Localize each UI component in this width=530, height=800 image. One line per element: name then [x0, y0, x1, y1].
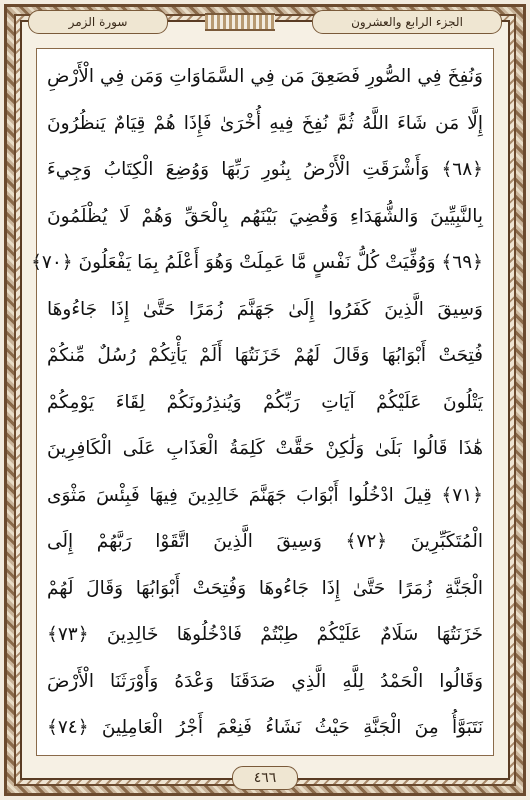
text-line: خَزَنَتُهَا سَلَامٌ عَلَيْكُمْ طِبْتُمْ فَادْخُلُوهَا خَالِدِينَ ﴿٧٣﴾	[47, 624, 483, 645]
text-line: الْمُتَكَبِّرِينَ ﴿٧٢﴾ وَسِيقَ الَّذِينَ اتَّقَوْا رَبَّهُمْ إِلَى	[47, 531, 484, 552]
text-line: يَتْلُونَ عَلَيْكُمْ آيَاتِ رَبِّكُمْ وَيُنذِرُونَكُمْ لِقَاءَ يَوْمِكُمْ	[47, 391, 483, 413]
page-footer	[0, 766, 530, 790]
text-line: إِلَّا مَن شَاءَ اللَّهُ ثُمَّ نُفِخَ فِيهِ أُخْرَىٰ فَإِذَا هُمْ قِيَامٌ يَنظُرُونَ	[47, 112, 483, 134]
page-number: ٤٦٦	[232, 766, 298, 790]
page-header	[28, 8, 502, 36]
juz-name-banner: الجزء الرابع والعشرون	[312, 10, 502, 34]
text-line: ﴿٦٨﴾ وَأَشْرَقَتِ الْأَرْضُ بِنُورِ رَبِّهَا وَوُضِعَ الْكِتَابُ وَجِيءَ	[47, 159, 483, 180]
text-line: هَٰذَا قَالُوا بَلَىٰ وَلَٰكِنْ حَقَّتْ كَلِمَةُ الْعَذَابِ عَلَى الْكَافِرِينَ	[47, 438, 483, 459]
text-line: وَقَالُوا الْحَمْدُ لِلَّهِ الَّذِي صَدَقَنَا وَعْدَهُ وَأَوْرَثَنَا الْأَرْضَ	[47, 670, 483, 692]
text-line: الْجَنَّةِ زُمَرًا حَتَّىٰ إِذَا جَاءُوهَا وَفُتِحَتْ أَبْوَابُهَا وَقَالَ لَهُمْ	[47, 577, 483, 599]
text-panel	[31, 48, 494, 756]
surah-name-banner: سورة الزمر	[28, 10, 168, 34]
text-line: ﴿٧١﴾ قِيلَ ادْخُلُوا أَبْوَابَ جَهَنَّمَ خَالِدِينَ فِيهَا فَبِئْسَ مَثْوَى	[47, 484, 483, 506]
text-line: بِالنَّبِيِّينَ وَالشُّهَدَاءِ وَقُضِيَ بَيْنَهُم بِالْحَقِّ وَهُمْ لَا يُظْلَمُونَ	[47, 205, 483, 227]
text-line: وَنُفِخَ فِي الصُّورِ فَصَعِقَ مَن فِي السَّمَاوَاتِ وَمَن فِي الْأَرْضِ	[47, 66, 483, 87]
header-ornament	[205, 13, 275, 31]
text-line: وَسِيقَ الَّذِينَ كَفَرُوا إِلَىٰ جَهَنَّمَ زُمَرًا حَتَّىٰ إِذَا جَاءُوهَا	[47, 298, 483, 320]
text-line: ﴿٦٩﴾ وَوُفِّيَتْ كُلُّ نَفْسٍ مَّا عَمِلَتْ وَهُوَ أَعْلَمُ بِمَا يَفْعَلُونَ ﴿٧٠﴾	[31, 252, 483, 273]
text-line: نَتَبَوَّأُ مِنَ الْجَنَّةِ حَيْثُ نَشَاءُ فَنِعْمَ أَجْرُ الْعَامِلِينَ ﴿٧٤﴾	[47, 717, 483, 738]
text-line: فُتِحَتْ أَبْوَابُهَا وَقَالَ لَهُمْ خَزَنَتُهَا أَلَمْ يَأْتِكُمْ رُسُلٌ مِّنكُمْ	[47, 345, 483, 366]
